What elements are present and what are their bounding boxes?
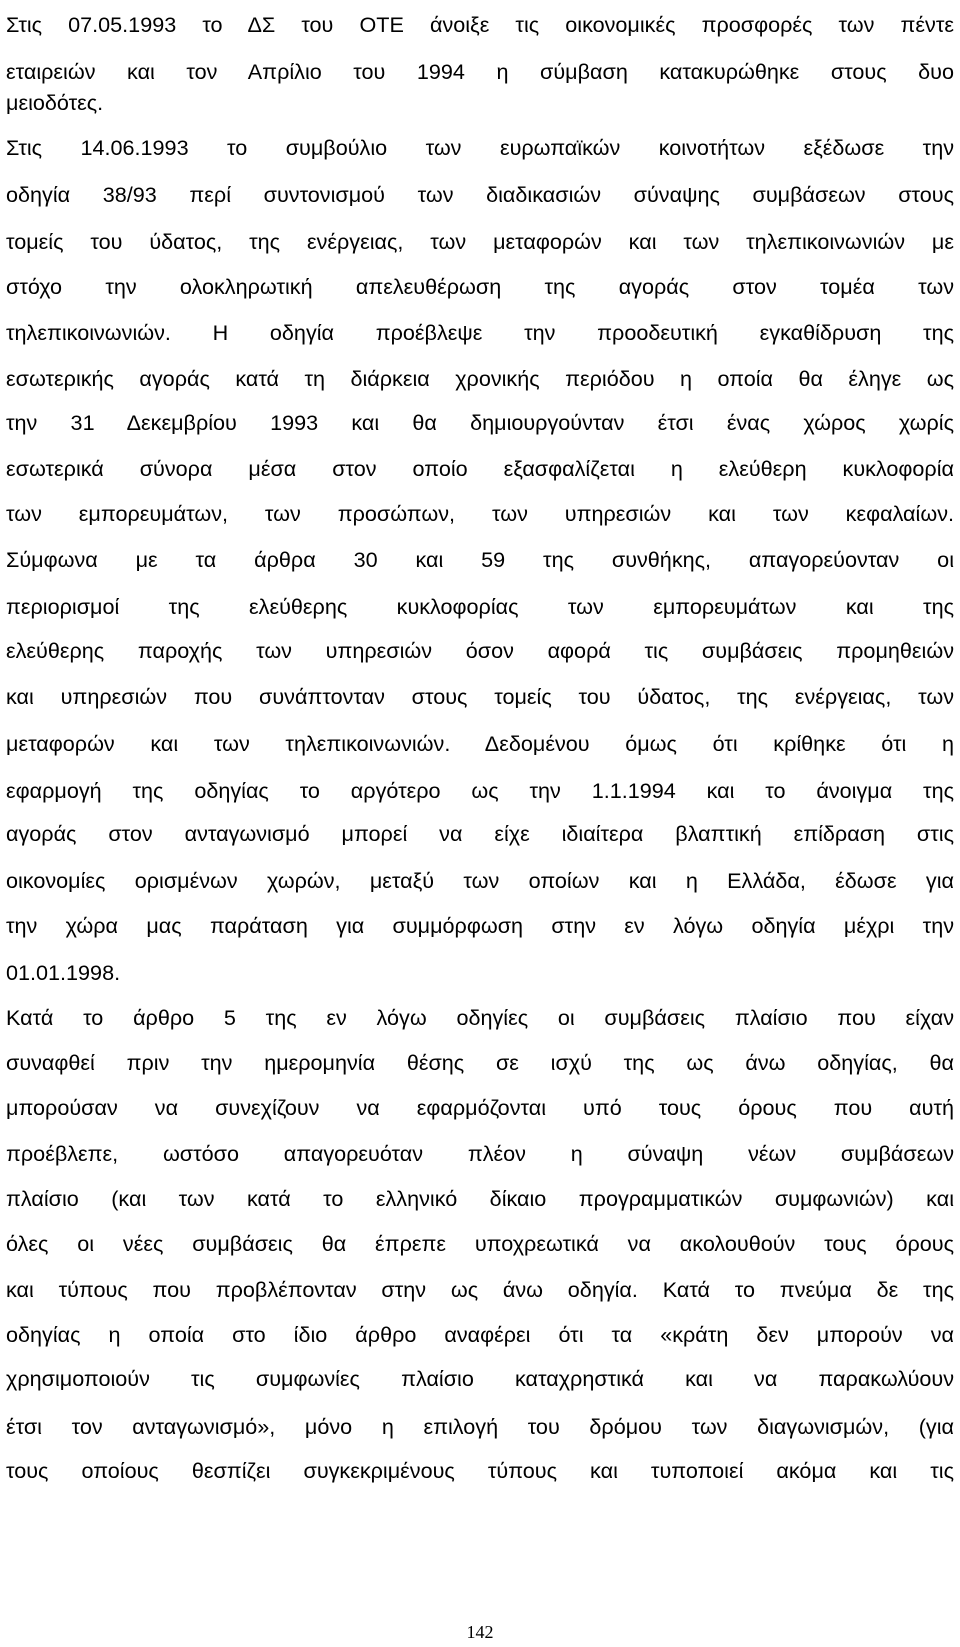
text-line: εσωτερικά σύνορα μέσα στον οποίο εξασφαλίζεται η ελεύθερη κυκλοφορία (6, 456, 954, 481)
text-line: έτσι τον ανταγωνισμό», μόνο η επιλογή του δρόμου των διαγωνισμών, (για (6, 1414, 954, 1439)
text-line: 01.01.1998. (6, 960, 121, 985)
text-line: περιορισμοί της ελεύθερης κυκλοφορίας των εμπορευμάτων και της (6, 594, 954, 619)
text-line: μπορούσαν να συνεχίζουν να εφαρμόζονται υπό τους όρους που αυτή (6, 1095, 954, 1120)
text-line: οδηγία 38/93 περί συντονισμού των διαδικασιών σύναψης συμβάσεων στους (6, 182, 954, 207)
text-line: εταιρειών και τον Απρίλιο του 1994 η σύμβαση κατακυρώθηκε στους δυο (6, 59, 954, 84)
text-line: εφαρμογή της οδηγίας το αργότερο ως την 1.1.1994 και το άνοιγμα της (6, 778, 954, 803)
text-line: οικονομίες ορισμένων χωρών, μεταξύ των οποίων και η Ελλάδα, έδωσε για (6, 868, 954, 893)
text-line: των εμπορευμάτων, των προσώπων, των υπηρεσιών και των κεφαλαίων. (6, 501, 954, 526)
text-line: Στις 07.05.1993 το ΔΣ του ΟΤΕ άνοιξε τις οικονομικές προσφορές των πέντε (6, 12, 954, 37)
text-line: εσωτερικής αγοράς κατά τη διάρκεια χρονικής περιόδου η οποία θα έληγε ως (6, 366, 954, 391)
text-line: την χώρα μας παράταση για συμμόρφωση στην εν λόγω οδηγία μέχρι την (6, 913, 954, 938)
text-line: οδηγίας η οποία στο ίδιο άρθρο αναφέρει ότι τα «κράτη δεν μπορούν να (6, 1322, 954, 1347)
text-line: την 31 Δεκεμβρίου 1993 και θα δημιουργούνταν έτσι ένας χώρος χωρίς (6, 410, 954, 435)
text-line: τους οποίους θεσπίζει συγκεκριμένους τύπους και τυποποιεί ακόμα και τις (6, 1458, 954, 1483)
text-line: Κατά το άρθρο 5 της εν λόγω οδηγίες οι συμβάσεις πλαίσιο που είχαν (6, 1005, 954, 1030)
text-line: Στις 14.06.1993 το συμβούλιο των ευρωπαϊκών κοινοτήτων εξέδωσε την (6, 135, 954, 160)
text-line: Σύμφωνα με τα άρθρα 30 και 59 της συνθήκης, απαγορεύονταν οι (6, 547, 954, 572)
text-line: πλαίσιο (και των κατά το ελληνικό δίκαιο προγραμματικών συμφωνιών) και (6, 1186, 954, 1211)
text-line: όλες οι νέες συμβάσεις θα έπρεπε υποχρεωτικά να ακολουθούν τους όρους (6, 1231, 954, 1256)
text-line: στόχο την ολοκληρωτική απελευθέρωση της αγοράς στον τομέα των (6, 274, 954, 299)
text-line: μεταφορών και των τηλεπικοινωνιών. Δεδομένου όμως ότι κρίθηκε ότι η (6, 731, 954, 756)
text-line: τομείς του ύδατος, της ενέργειας, των μεταφορών και των τηλεπικοινωνιών με (6, 229, 954, 254)
text-line: μειοδότες. (6, 90, 104, 115)
text-line: προέβλεπε, ωστόσο απαγορευόταν πλέον η σύναψη νέων συμβάσεων (6, 1141, 954, 1166)
text-line: τηλεπικοινωνιών. Η οδηγία προέβλεψε την προοδευτική εγκαθίδρυση της (6, 320, 954, 345)
text-line: συναφθεί πριν την ημερομηνία θέσης σε ισχύ της ως άνω οδηγίας, θα (6, 1050, 954, 1075)
text-line: ελεύθερης παροχής των υπηρεσιών όσον αφορά τις συμβάσεις προμηθειών (6, 638, 954, 663)
text-line: χρησιμοποιούν τις συμφωνίες πλαίσιο καταχρηστικά και να παρακωλύουν (6, 1366, 954, 1391)
page-number: 142 (466, 1622, 494, 1642)
text-line: αγοράς στον ανταγωνισμό μπορεί να είχε ιδιαίτερα βλαπτική επίδραση στις (6, 821, 954, 846)
text-line: και τύπους που προβλέπονταν στην ως άνω οδηγία. Κατά το πνεύμα δε της (6, 1277, 954, 1302)
text-line: και υπηρεσιών που συνάπτονταν στους τομείς του ύδατος, της ενέργειας, των (6, 684, 954, 709)
